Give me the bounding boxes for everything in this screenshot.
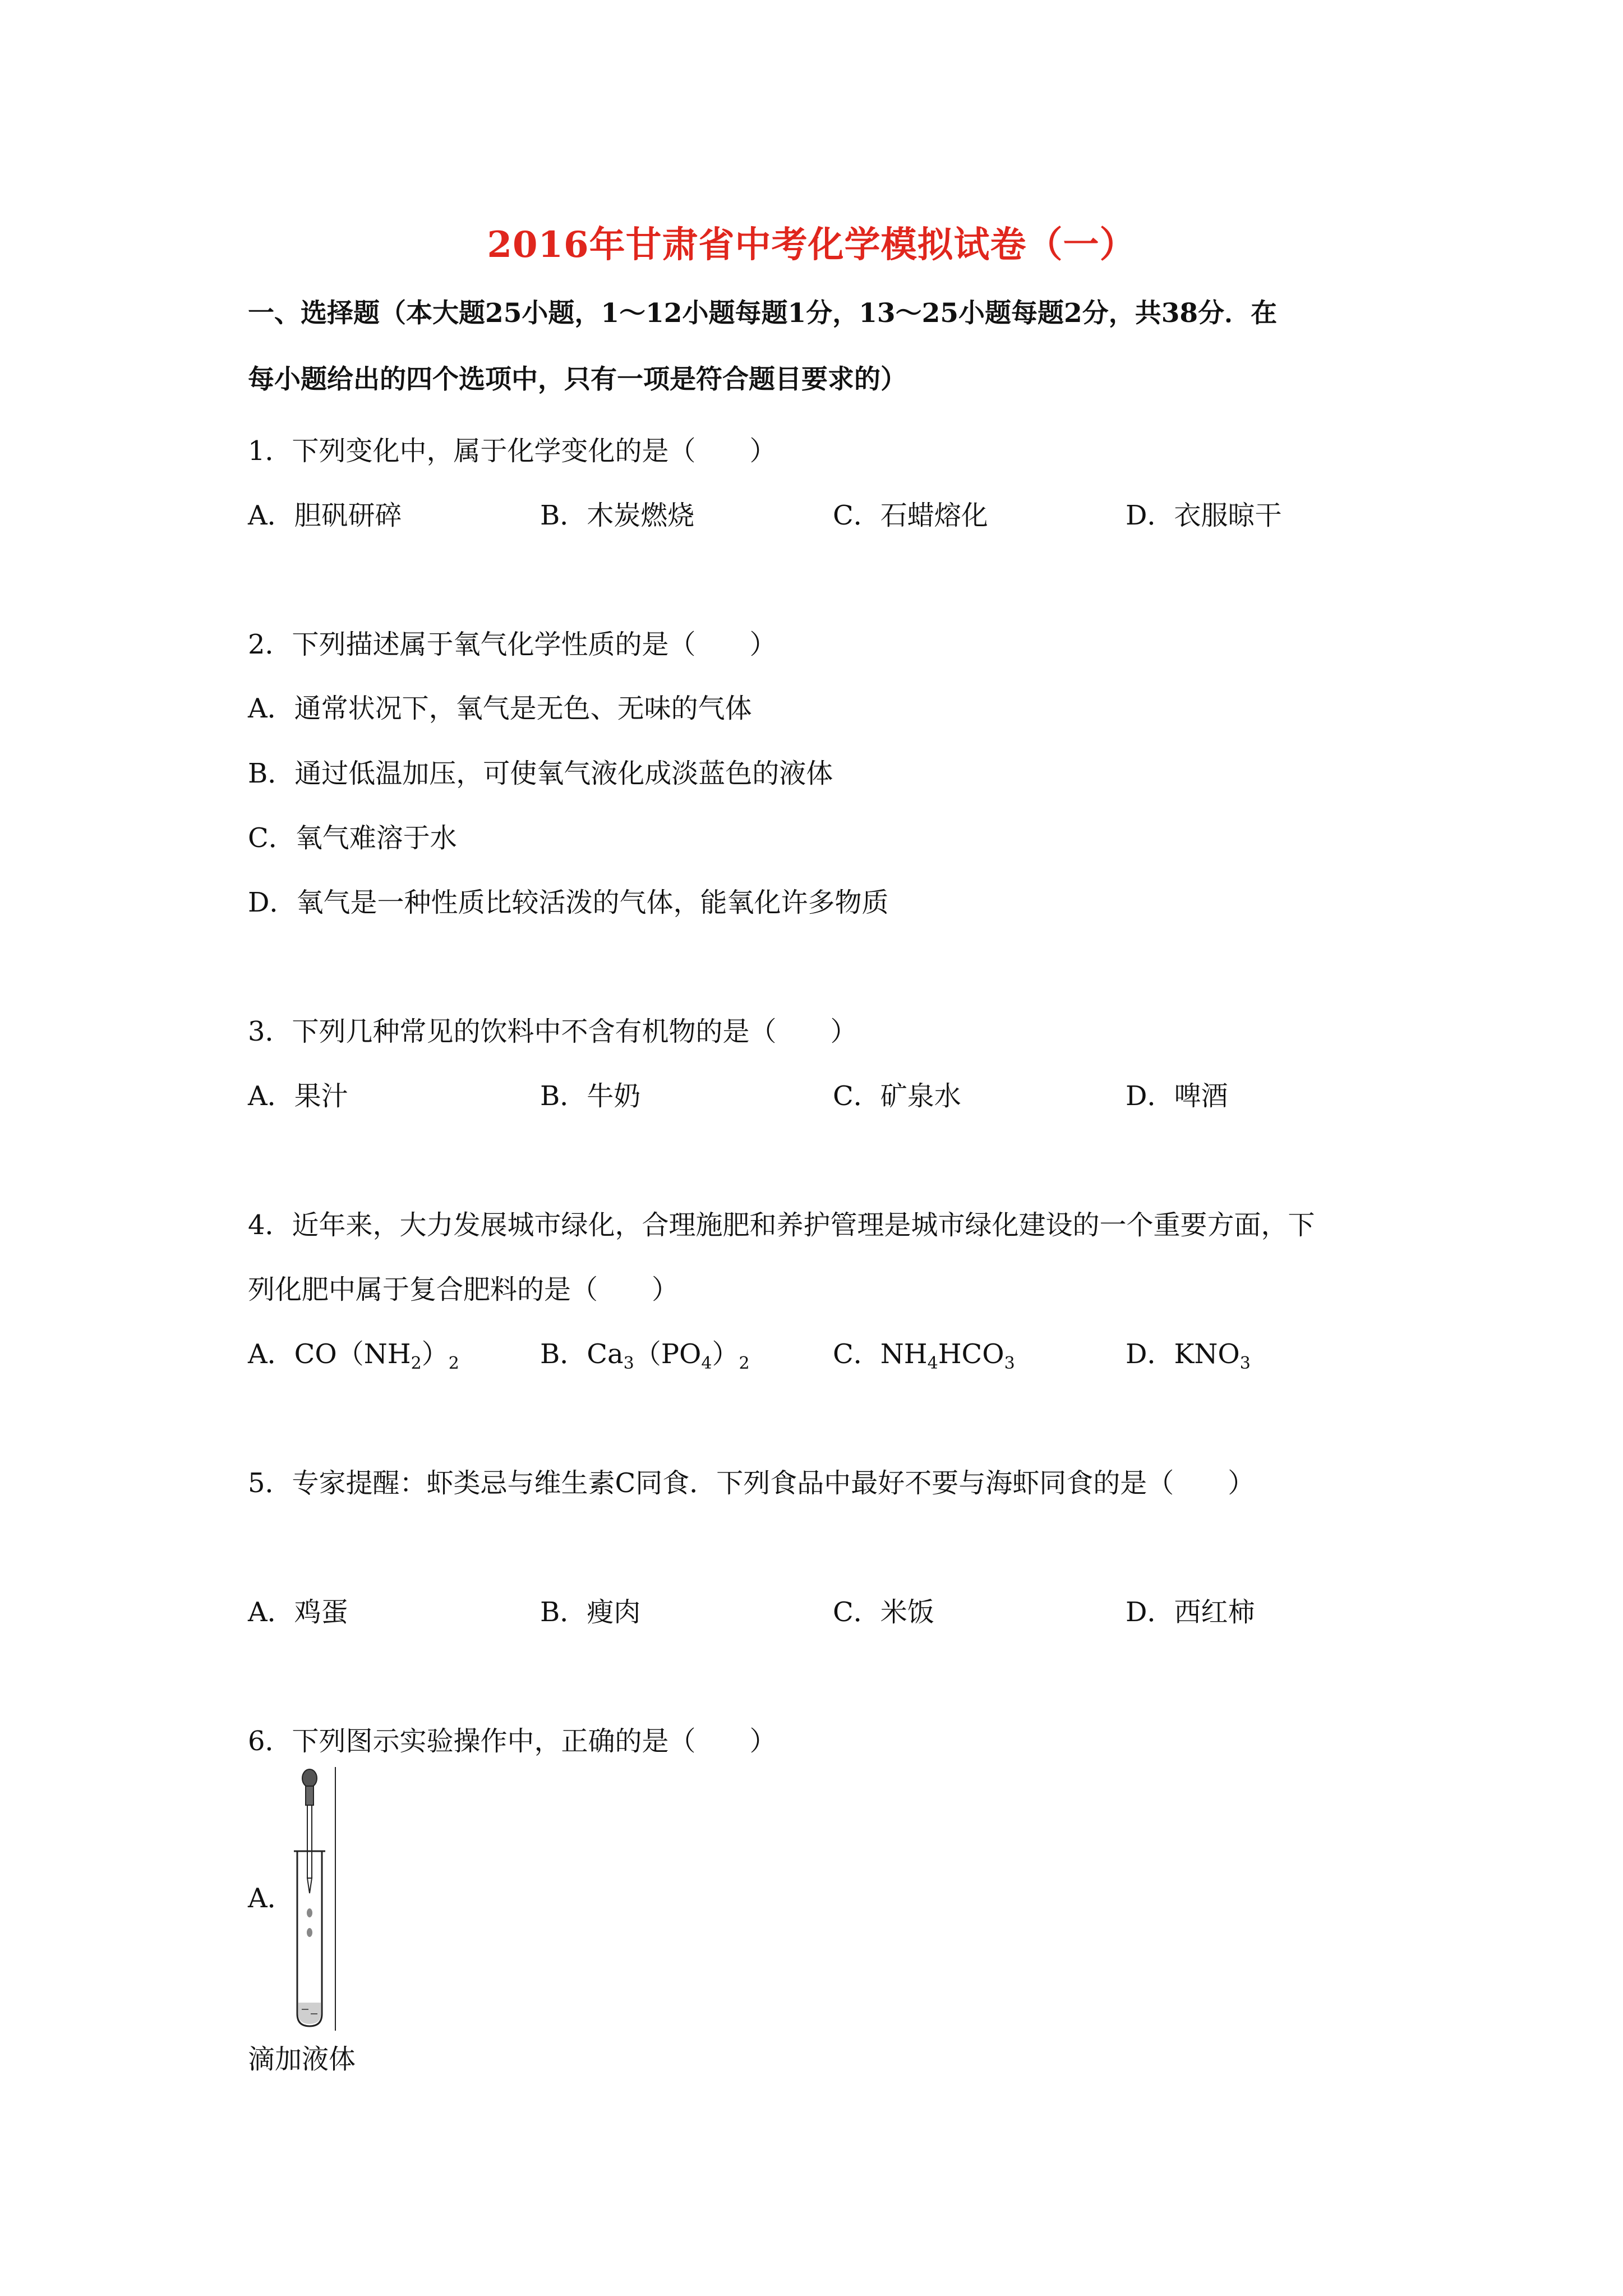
q5-option-d: D．西红柿 xyxy=(1126,1596,1255,1628)
q5-option-b: B．瘦肉 xyxy=(540,1596,641,1628)
question-4-stem-line2: 列化肥中属于复合肥料的是（ ） xyxy=(248,1274,679,1305)
dropper-test-tube-icon xyxy=(292,1767,348,2031)
q3-option-a: A．果汁 xyxy=(248,1080,348,1112)
q3-option-b: B．牛奶 xyxy=(540,1080,641,1112)
question-5-stem: 5．专家提醒：虾类忌与维生素C同食．下列食品中最好不要与海虾同食的是（ ） xyxy=(248,1467,1255,1499)
q4-option-b: B．$Ca_3(PO_4)_2$ xyxy=(540,1338,750,1373)
q3-option-c: C．矿泉水 xyxy=(833,1080,961,1112)
page-title: 2016年甘肃省中考化学模拟试卷（一） xyxy=(487,224,1136,266)
q2-option-a: A．通常状况下，氧气是无色、无味的气体 xyxy=(248,693,752,724)
question-3-stem: 3．下列几种常见的饮料中不含有机物的是（ ） xyxy=(248,1016,857,1047)
q4-option-d: D．$KNO_3$ xyxy=(1126,1338,1251,1373)
q5-option-c: C．米饭 xyxy=(833,1596,934,1628)
question-2-stem: 2．下列描述属于氧气化学性质的是（ ） xyxy=(248,629,777,660)
section-heading-line2: 每小题给出的四个选项中，只有一项是符合题目要求的） xyxy=(248,364,907,395)
question-4-stem-line1: 4．近年来，大力发展城市绿化，合理施肥和养护管理是城市绿化建设的一个重要方面，下 xyxy=(248,1209,1315,1241)
q1-option-d: D．衣服晾干 xyxy=(1126,500,1282,531)
q4-option-c: C．$NH_4HCO_3$ xyxy=(833,1338,1015,1373)
section-heading-line1: 一、选择题（本大题25小题，1～12小题每题1分，13～25小题每题2分，共38分．在 xyxy=(248,298,1278,329)
q1-option-c: C．石蜡熔化 xyxy=(833,500,988,531)
q5-option-a: A．鸡蛋 xyxy=(248,1596,348,1628)
q2-option-d: D．氧气是一种性质比较活泼的气体，能氧化许多物质 xyxy=(248,887,889,918)
question-6-stem: 6．下列图示实验操作中，正确的是（ ） xyxy=(248,1726,777,1757)
q4-option-a: A．$CO(NH_2)_2$ xyxy=(248,1338,459,1373)
q2-option-c: C．氧气难溶于水 xyxy=(248,822,457,854)
q1-option-b: B．木炭燃烧 xyxy=(540,500,695,531)
q2-option-b: B．通过低温加压，可使氧气液化成淡蓝色的液体 xyxy=(248,758,833,789)
q3-option-d: D．啤酒 xyxy=(1126,1080,1228,1112)
q1-option-a: A．胆矾研碎 xyxy=(248,500,402,531)
q6-option-a-label: A． xyxy=(248,1883,294,1914)
question-1-stem: 1．下列变化中，属于化学变化的是（ ） xyxy=(248,435,777,467)
q6-option-a-caption: 滴加液体 xyxy=(248,2044,356,2075)
